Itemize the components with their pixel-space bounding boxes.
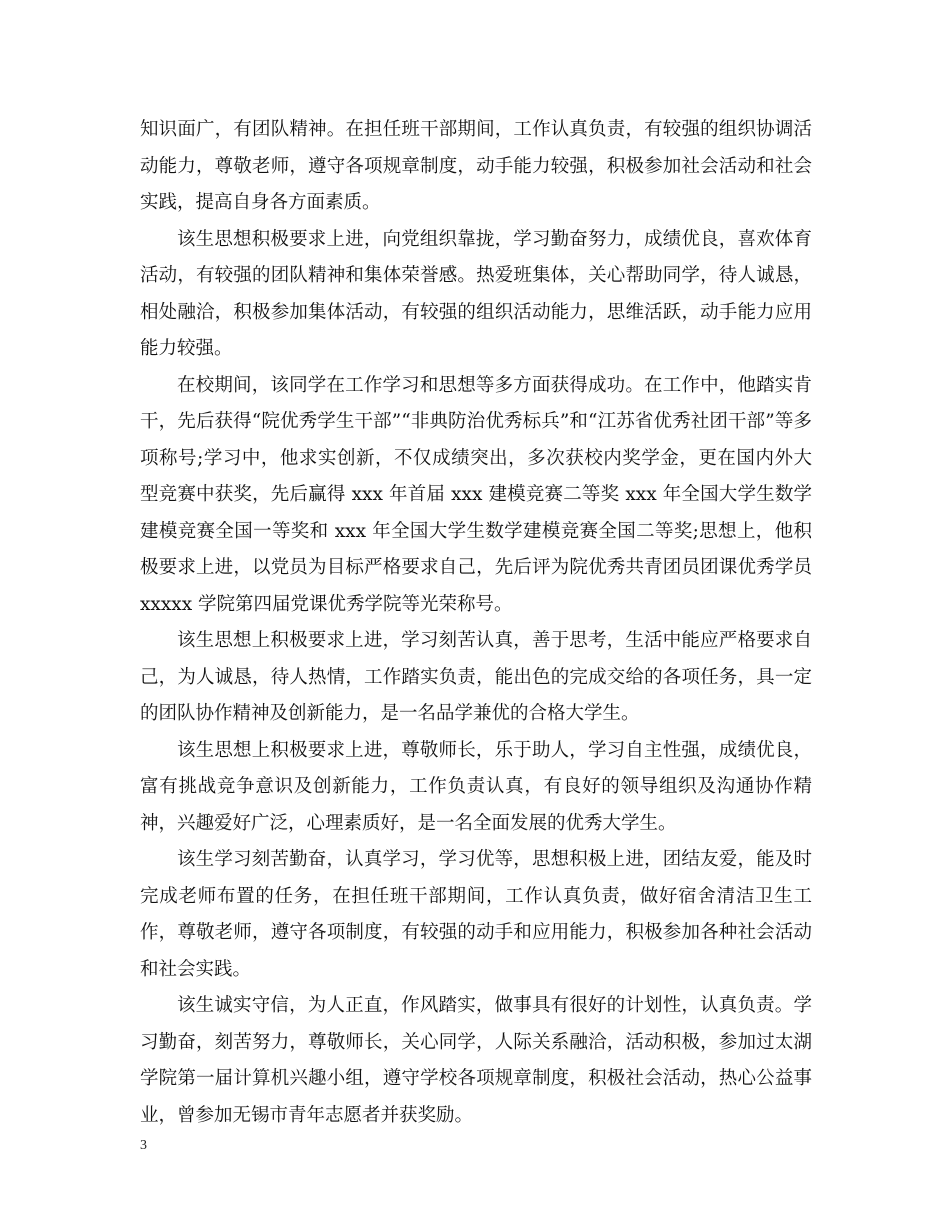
paragraph-7: 该生诚实守信，为人正直，作风踏实，做事具有很好的计划性，认真负责。学习勤奋，刻苦努力，尊敬师长，关心同学，人际关系融洽，活动积极，参加过太湖学院第一届计算机兴趣小组，遵守学校各项规章制度，积极社会活动，热心公益事业，曾参加无锡市青年志愿者并获奖励。 [140,995,812,1126]
paragraph-1: 知识面广，有团队精神。在担任班干部期间，工作认真负责，有较强的组织协调活动能力，尊敬老师，遵守各项规章制度，动手能力较强，积极参加社会活动和社会实践，提高自身各方面素质。 [140,119,812,213]
paragraph-6: 该生学习刻苦勤奋，认真学习，学习优等，思想积极上进，团结友爱，能及时完成老师布置的任务，在担任班干部期间，工作认真负责，做好宿舍清洁卫生工作，尊敬老师，遵守各项制度，有较强的动手和应用能力，积极参加各种社会活动和社会实践。 [140,849,812,980]
paragraph-2: 该生思想积极要求上进，向党组织靠拢，学习勤奋努力，成绩优良，喜欢体育活动，有较强的团队精神和集体荣誉感。热爱班集体，关心帮助同学，待人诚恳，相处融洽，积极参加集体活动，有较强的组织活动能力，思维活跃，动手能力应用能力较强。 [140,228,812,359]
page-number: 3 [140,1138,147,1153]
paragraph-5: 该生思想上积极要求上进，尊敬师长，乐于助人，学习自主性强，成绩优良，富有挑战竞争意识及创新能力，工作负责认真，有良好的领导组织及沟通协作精神，兴趣爱好广泛，心理素质好，是一名全面发展的优秀大学生。 [140,739,812,834]
document-body [140,112,812,1134]
paragraph-4: 该生思想上积极要求上进，学习刻苦认真，善于思考，生活中能应严格要求自己，为人诚恳，待人热情，工作踏实负责，能出色的完成交给的各项任务，具一定的团队协作精神及创新能力，是一名品学兼优的合格大学生。 [140,630,812,724]
paragraph-3: 在校期间，该同学在工作学习和思想等多方面获得成功。在工作中，他踏实肯干，先后获得“院优秀学生干部”“非典防治优秀标兵”和“江苏省优秀社团干部”等多项称号;学习中，他求实创新，不仅成绩突出，多次获校内奖学金，更在国内外大型竞赛中获奖，先后赢得 xxx 年首届 xxx 建模竞赛二等奖 xxx 年全国大学生数学建模竞赛全国一等奖和 xxx 年全国大学生数学建模竞赛全国二等奖;思想上，他积极要求上进，以党员为目标严格要求自己，先后评为院优秀共青团员团课优秀学员 xxxxx 学院第四届党课优秀学院等光荣称号。 [140,374,812,615]
